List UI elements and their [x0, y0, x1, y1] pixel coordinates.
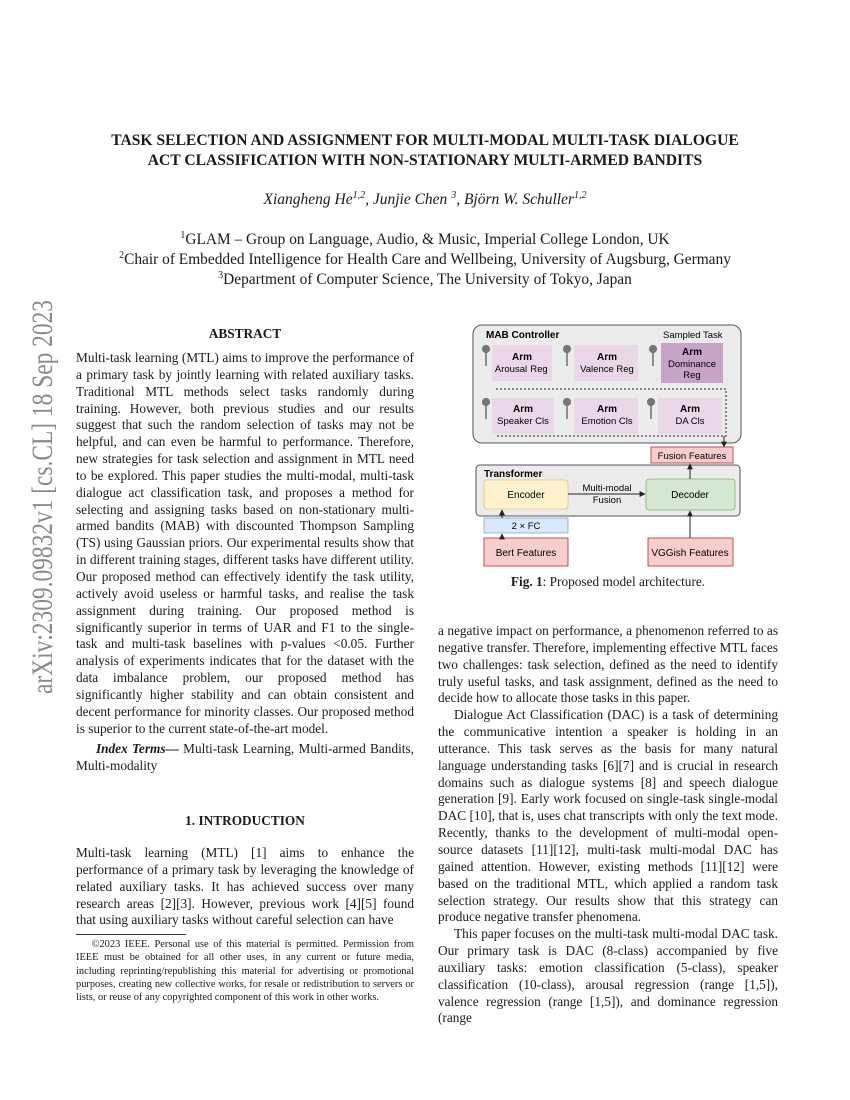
caption-label: Fig. 1 — [510, 574, 543, 589]
figure-caption — [438, 574, 778, 590]
author-name: Björn W. Schuller — [463, 191, 575, 208]
abstract-heading: ABSTRACT — [208, 326, 282, 341]
index-terms-label: Index Terms— — [95, 741, 179, 756]
intro-right-body — [438, 623, 778, 1027]
architecture-diagram — [470, 322, 746, 570]
author-name: Xiangheng He — [263, 191, 353, 208]
affiliation-line — [60, 250, 790, 270]
transformer-label: Transformer — [484, 469, 543, 480]
index-terms — [76, 741, 414, 775]
affil-mark: 3 — [218, 269, 224, 281]
affiliation-line — [60, 230, 790, 250]
author-name: Junjie Chen — [372, 191, 452, 208]
intro-paragraph: This paper focuses on the multi-task multi-modal DAC task. Our primary task is DAC (8-class) accompanied by five auxiliary tasks: emotion classification (5-class), speaker classification (10-class), arousal regression (range [1,5]), valence regression (range [1,5]), and dominance regression (range — [438, 926, 778, 1026]
affil-mark: 2 — [119, 249, 125, 261]
arm-label: Arm — [511, 352, 533, 363]
paper-title — [60, 131, 790, 171]
mab-controller-label: MAB Controller — [486, 330, 560, 341]
arm-label: Arm — [596, 404, 618, 415]
encoder-label: Encoder — [507, 490, 545, 501]
intro-paragraph: Dialogue Act Classification (DAC) is a task of determining the communicative intention a speaker is holding in an utterance. This task serves as the basis for many natural language understanding tasks [6][7] and is crucial in research domains such as dialogue systems [8] and speech dialogue generation [9]. Early work focused on single-task single-modal DAC [10], that is, uses chat transcripts with only the text mode. Recently, thanks to the development of multi-modal open-source datasets [11][12], multi-task multi-modal DAC has gained attention. However, existing methods [11][12] were based on the traditional MTL, which applied a random task selection strategy. Our results show that this strategy can produce negative transfer phenomena. — [438, 707, 778, 925]
fusion-label: Fusion — [592, 495, 622, 506]
sampled-task-label: Sampled Task — [663, 330, 723, 341]
vggish-features-label: VGGish Features — [651, 548, 729, 559]
footnote-rule — [76, 934, 186, 935]
intro-paragraph: Multi-task learning (MTL) [1] aims to enhance the performance of a primary task by leveraging the knowledge of related auxiliary tasks. It has achieved success over many research areas [2][3]. However, previous work [4][5] found that using auxiliary tasks without careful selection can have — [76, 845, 414, 928]
affil-text: GLAM – Group on Language, Audio, & Music, Imperial College London, UK — [185, 231, 670, 248]
arm-task: Dominance — [667, 359, 717, 370]
author-list: Xiangheng He$^{1,2}$, Junjie Chen $^3$, Björn W. Schuller$^{1,2}$ — [263, 189, 587, 208]
author-affil-mark: 1,2 — [574, 189, 587, 201]
arm-task: Valence Reg — [580, 364, 634, 375]
affil-mark: 1 — [180, 229, 186, 241]
author-affil-mark: 3 — [451, 189, 457, 201]
footnote-text: ©2023 IEEE. Personal use of this material is permitted. Permission from IEEE must be obtained for all other uses, in any current or future media, including reprinting/republishing this material for advertising or promotional purposes, creating new collective works, for resale or redistribution to servers or lists, or reuse of any copyrighted component of this work in other works. — [76, 939, 414, 1004]
affiliation-line — [60, 270, 790, 290]
decoder-label: Decoder — [671, 490, 709, 501]
fusion-label: Multi-modal — [582, 483, 632, 494]
arm-task: Emotion Cls — [581, 416, 633, 427]
caption-text: : Proposed model architecture. — [542, 574, 706, 589]
intro-paragraph: a negative impact on performance, a phenomenon referred to as negative transfer. Therefore, implementing effective MTL faces two challenges: task selection, defined as the need to identify truly useful tasks, and task assignment, defined as the need to decide how to allocate those tasks in this paper. — [438, 623, 778, 706]
arxiv-id-text: arXiv:2309.09832v1 [cs.CL] 18 Sep 2023 — [26, 298, 58, 694]
abstract-text: Multi-task learning (MTL) aims to improve the performance of a primary task by jointly learning with related auxiliary tasks. Traditional MTL methods select tasks randomly during training. However, both previous studies and our results suggest that such the random selection of tasks may not be helpful, and can even be harmful to performance. Therefore, new strategies for task selection and assignment in MTL need to be explored. This paper studies the multi-modal, multi-task dialogue act classification task, and proposes a method for selecting and assigning tasks based on non-stationary multi-armed bandits (MAB) with discounted Thompson Sampling (TS) using Gaussian priors. Our experimental results show that in different training stages, different tasks have different utility. Our proposed method can effectively identify the task utility, actively avoid useless or harmful tasks, and realise the task assignment during training. Our proposed method is significantly superior in terms of UAR and F1 to the single-task and multi-task baselines with p-values <0.05. Further analysis of experiments indicates that for the dataset with the data imbalance problem, our proposed method has significantly higher stability and can obtain consistent and decent performance for minority classes. Our proposed method is superior to the current state-of-the-art model. — [76, 350, 414, 736]
arm-label: Arm — [681, 347, 703, 358]
arm-task: Reg — [530, 364, 548, 375]
arm-label: Arm — [512, 404, 534, 415]
affiliations — [60, 230, 790, 290]
affil-text: Chair of Embedded Intelligence for Health Care and Wellbeing, University of Augsburg, Germany — [124, 251, 731, 268]
arxiv-identifier — [22, 298, 58, 698]
fusion-features-label: Fusion Features — [657, 451, 727, 462]
copyright-footnote — [76, 938, 414, 1004]
arm-label: Arm — [679, 404, 701, 415]
intro-left-body — [76, 845, 414, 929]
arm-valence — [574, 345, 638, 381]
affil-text: Department of Computer Science, The University of Tokyo, Japan — [223, 271, 632, 288]
arm-task: Speaker Cls — [497, 416, 549, 427]
index-terms-text: Multi-task Learning, Multi-armed Bandits, Multi-modality — [76, 741, 414, 773]
intro-heading: 1. INTRODUCTION — [185, 813, 305, 828]
arm-task: Arousal — [494, 364, 528, 375]
title-line-2: ACT CLASSIFICATION WITH NON-STATIONARY MULTI-ARMED BANDITS — [147, 152, 703, 169]
arm-task: Reg — [683, 370, 701, 381]
author-affil-mark: 1,2 — [352, 189, 366, 201]
arm-label: Arm — [596, 352, 618, 363]
abstract-body — [76, 350, 414, 737]
arm-task: DA Cls — [675, 416, 705, 427]
fc-label: 2 × FC — [511, 521, 541, 532]
bert-features-label: Bert Features — [495, 548, 557, 559]
title-line-1: TASK SELECTION AND ASSIGNMENT FOR MULTI-MODAL MULTI-TASK DIALOGUE — [111, 132, 739, 149]
arm-arousal — [492, 345, 552, 381]
